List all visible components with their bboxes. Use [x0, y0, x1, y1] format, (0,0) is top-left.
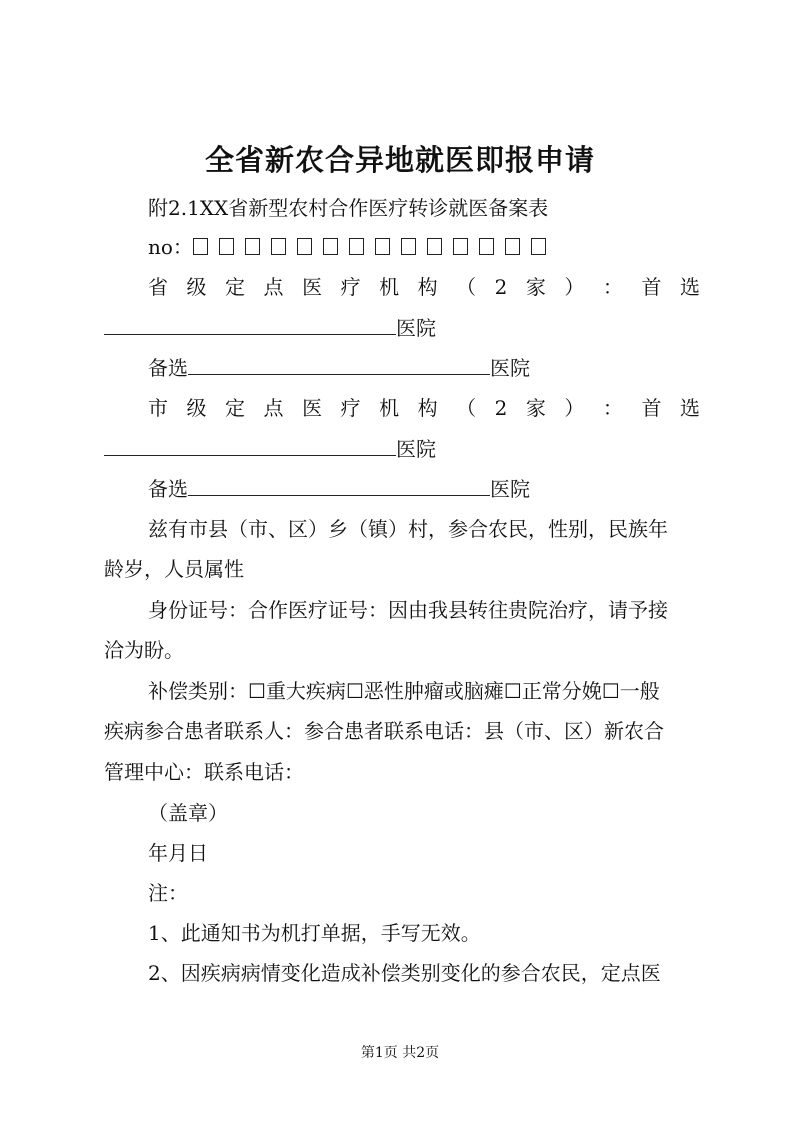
provincial-heading-char: 首	[641, 275, 662, 299]
municipal-alternate-row	[148, 474, 530, 504]
municipal-alternate-label: 备选	[148, 477, 188, 501]
document-title: 全省新农合异地就医即报申请	[204, 143, 595, 177]
provincial-primary-suffix: 医院	[396, 316, 436, 340]
provincial-heading-char: 机	[379, 275, 400, 299]
municipal-heading-char: 构	[417, 396, 438, 420]
serial-digit-box[interactable]	[297, 238, 312, 255]
serial-digit-box[interactable]	[349, 238, 364, 255]
checkbox-normal-delivery[interactable]: ☐	[503, 679, 522, 703]
paragraph-id-line1: 身份证号：合作医疗证号：因由我县转往贵院治疗，请予接	[148, 598, 668, 622]
serial-digit-box[interactable]	[453, 238, 468, 255]
municipal-heading-char: ）	[564, 396, 585, 420]
municipal-heading-char: 定	[225, 396, 246, 420]
provincial-heading-char: （	[456, 275, 477, 299]
provincial-primary-blank	[104, 314, 396, 335]
municipal-primary-suffix: 医院	[396, 437, 436, 461]
provincial-primary-row	[104, 313, 436, 343]
date-text: 年月日	[148, 841, 208, 865]
note-item-2: 2、因疾病病情变化造成补偿类别变化的参合农民，定点医	[148, 961, 661, 985]
provincial-heading-char: 医	[302, 275, 323, 299]
serial-digit-box[interactable]	[427, 238, 442, 255]
note-label: 注：	[148, 881, 188, 905]
paragraph-patient-info-line1: 兹有市县（市、区）乡（镇）村，参合农民，性别，民族年	[148, 517, 668, 541]
serial-digit-box[interactable]	[323, 238, 338, 255]
paragraph-patient-info-line2: 龄岁，人员属性	[104, 557, 244, 581]
serial-number-boxes	[193, 235, 557, 259]
municipal-primary-row	[104, 434, 436, 464]
serial-number-label: no：	[148, 235, 193, 259]
provincial-heading-char: 级	[186, 275, 207, 299]
serial-digit-box[interactable]	[531, 238, 546, 255]
checkbox-general[interactable]: ☐	[601, 679, 620, 703]
paragraph-id-line2: 洽为盼。	[104, 638, 184, 662]
paragraph-contact-line2: 疾病参合患者联系人：参合患者联系电话：县（市、区）新农合	[104, 719, 664, 743]
serial-digit-box[interactable]	[245, 238, 260, 255]
provincial-alternate-suffix: 医院	[490, 356, 530, 380]
municipal-heading-char: 点	[263, 396, 284, 420]
municipal-heading-char: （	[456, 396, 477, 420]
serial-digit-box[interactable]	[193, 238, 208, 255]
provincial-alternate-label: 备选	[148, 356, 188, 380]
option-major-disease: 重大疾病	[265, 679, 346, 703]
municipal-alternate-suffix: 医院	[490, 477, 530, 501]
compensation-row	[148, 676, 660, 706]
provincial-alternate-blank	[188, 354, 490, 375]
provincial-heading-char: 构	[417, 275, 438, 299]
provincial-heading-char: 省	[148, 275, 168, 299]
provincial-alternate-row	[148, 353, 530, 383]
serial-digit-box[interactable]	[401, 238, 416, 255]
municipal-heading-char: 市	[148, 396, 168, 420]
provincial-heading-char: 选	[679, 275, 700, 299]
provincial-hospital-heading	[148, 272, 700, 302]
provincial-heading-char: 疗	[340, 275, 361, 299]
provincial-heading-char: ：	[602, 275, 623, 299]
page-footer: 第1页 共2页	[360, 1045, 440, 1061]
compensation-label: 补偿类别：	[148, 679, 248, 703]
seal-text: （盖章）	[148, 801, 228, 825]
checkbox-major-disease[interactable]: ☐	[248, 679, 266, 703]
municipal-heading-char: 首	[641, 396, 662, 420]
attachment-title: 附2.1XX省新型农村合作医疗转诊就医备案表	[148, 196, 549, 220]
municipal-heading-char: 级	[186, 396, 207, 420]
municipal-primary-blank	[104, 435, 396, 456]
municipal-heading-char: 家	[525, 396, 546, 420]
municipal-heading-char: 机	[379, 396, 400, 420]
municipal-heading-char: ：	[602, 396, 623, 420]
municipal-heading-char: 选	[679, 396, 700, 420]
paragraph-contact-line3: 管理中心：联系电话：	[104, 760, 304, 784]
option-normal-delivery: 正常分娩	[521, 679, 602, 703]
municipal-heading-char: 2	[494, 396, 508, 420]
provincial-heading-char: 家	[525, 275, 546, 299]
serial-number-row	[148, 232, 557, 262]
serial-digit-box[interactable]	[375, 238, 390, 255]
municipal-hospital-heading	[148, 393, 700, 423]
municipal-heading-char: 疗	[340, 396, 361, 420]
checkbox-malignant-tumor[interactable]: ☐	[345, 679, 364, 703]
serial-digit-box[interactable]	[219, 238, 234, 255]
note-item-1: 1、此通知书为机打单据，手写无效。	[148, 921, 481, 945]
municipal-alternate-blank	[188, 475, 490, 496]
provincial-heading-char: ）	[564, 275, 585, 299]
provincial-heading-char: 2	[494, 275, 508, 299]
provincial-heading-char: 定	[225, 275, 246, 299]
provincial-heading-char: 点	[263, 275, 284, 299]
serial-digit-box[interactable]	[479, 238, 494, 255]
serial-digit-box[interactable]	[271, 238, 286, 255]
option-malignant-tumor: 恶性肿瘤或脑瘫	[363, 679, 504, 703]
municipal-heading-char: 医	[302, 396, 323, 420]
option-general: 一般	[619, 679, 660, 703]
serial-digit-box[interactable]	[505, 238, 520, 255]
